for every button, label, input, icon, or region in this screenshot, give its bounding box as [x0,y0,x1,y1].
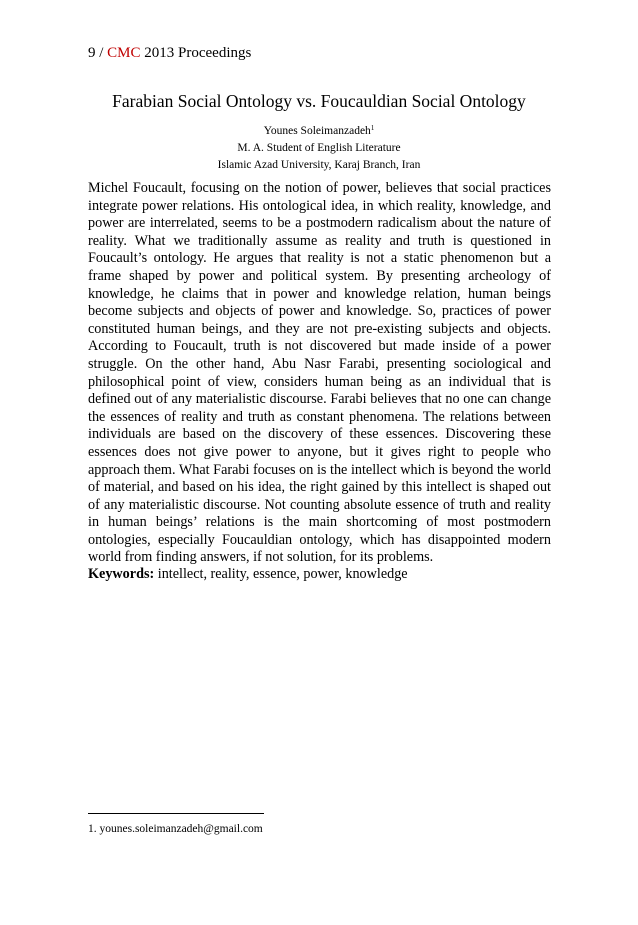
keywords-line [88,565,551,583]
running-header [88,44,251,62]
author-line [0,124,638,138]
keywords-list: intellect, reality, essence, power, knowledge [157,566,408,582]
footnote-email: 1. younes.soleimanzadeh@gmail.com [88,823,263,835]
header-separator: / [99,45,104,61]
abstract-text: Michel Foucault, focusing on the notion of power, believes that social practices integrate power relations. His ontological idea, in which reality, knowledge, and power are interrelated, seems to be a postmodern radicalism about the nature of reality. What we traditionally assume as reality and truth is questioned in Foucault’s ontology. He argues that reality is not a static phenomenon but a frame shaped by power and political system. By presenting archeology of knowledge, he claims that in power and knowledge relation, human beings become subjects and objects of power and knowledge. So, practices of power constituted human beings, and they are not pre-existing subjects and objects. According to Foucault, truth is not discovered but made inside of a power struggle. On the other hand, Abu Nasr Farabi, presenting sociological and philosophical point of view, considers human being as an individual that is defined out of any materialistic discourse. Farabi believes that no one can change the essences of reality and truth as constant phenomena. The relations between individuals are based on the discovery of these essences. Discovering these essences does not give power to anyone, but it gives right to people who approach them. What Farabi focuses on is the intellect which is beyond the world of material, and based on his idea, the right gained by this intellect is shaped out of any materialistic discourse. Not counting absolute essence of truth and reality in human beings’ relations is the main shortcoming of most postmodern ontologies, especially Foucauldian ontology, which has disappointed modern world from finding answers, if not solution, for its problems. [88,180,551,566]
keywords-label: Keywords: [88,566,155,582]
journal-suffix: 2013 Proceedings [144,45,252,61]
paper-title: Farabian Social Ontology vs. Foucauldian Social Ontology [112,91,526,111]
affiliation-degree: M. A. Student of English Literature [237,142,401,154]
journal-acronym: CMC [107,45,141,61]
footnote-divider [88,813,264,814]
affiliation-institution: Islamic Azad University, Karaj Branch, Iran [217,159,421,171]
author-footnote-marker: 1 [370,124,375,132]
author-name: Younes Soleimanzadeh [263,125,371,137]
page-number: 9 [88,45,96,61]
